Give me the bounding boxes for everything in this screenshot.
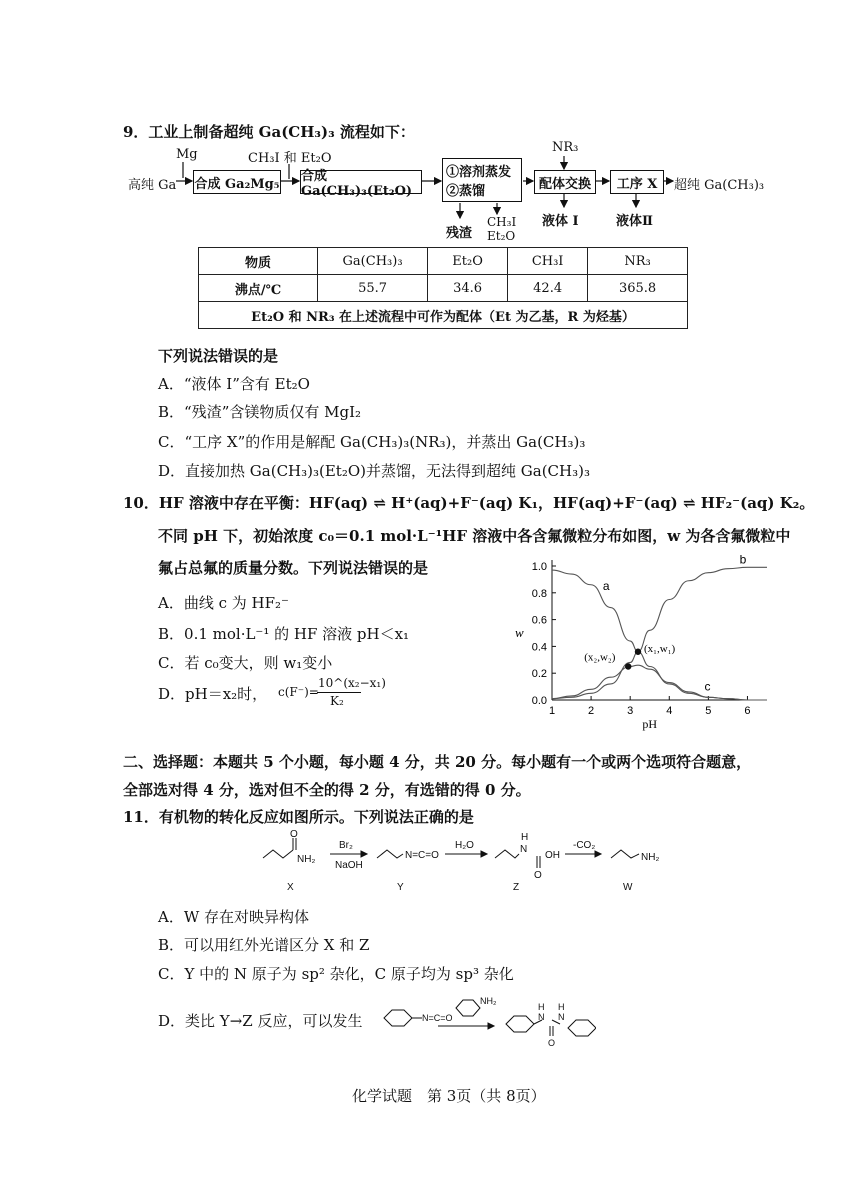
x-tick-label: 5: [705, 705, 712, 717]
table-header: NR₃: [588, 248, 688, 275]
flow-liquid2: 液体Ⅱ: [616, 214, 653, 229]
z-h: H: [521, 832, 529, 843]
flow-box-evap-line2: ②蒸馏: [446, 184, 486, 199]
flow-residue: 残渣: [446, 226, 473, 241]
flow-out-ch3i: CH₃I: [487, 215, 517, 229]
cyclohexyl-ring-1: [384, 1010, 412, 1026]
y-tick-label: 0.8: [531, 587, 547, 600]
option-d-o: O: [548, 1038, 556, 1048]
cyclohexyl-ring-4: [568, 1020, 596, 1036]
series-label-a: a: [602, 579, 610, 594]
flow-arrows: [0, 0, 860, 260]
q10-option-a: A．曲线 c 为 HF₂⁻: [158, 594, 289, 612]
z-n: N: [520, 844, 528, 855]
x-nh2: NH₂: [297, 854, 316, 865]
reagent-naoh: NaOH: [335, 860, 363, 871]
q9-option-a: A．“液体 I”含有 Et₂O: [158, 375, 310, 393]
z-chain: [495, 850, 519, 858]
q10-d-numerator: 10^(x₂−x₁): [318, 676, 386, 690]
series-line-a: [552, 570, 767, 700]
q10-line3: 氟占总氟的质量分数。下列说法错误的是: [158, 559, 429, 577]
q11-stem: 11．有机物的转化反应如图所示。下列说法正确的是: [123, 808, 474, 826]
table-header: CH₃I: [508, 248, 588, 275]
q10-option-d-prefix: D．pH＝x₂时，: [158, 685, 268, 703]
x-tick-label: 4: [666, 705, 673, 717]
label-z: Z: [513, 882, 520, 893]
section2-line2: 全部选对得 4 分，选对但不全的得 2 分，有选错的得 0 分。: [123, 781, 531, 799]
y-axis-label: w: [515, 625, 524, 640]
option-d-n1: N: [538, 1012, 545, 1022]
cyclohexyl-ring-2: [456, 1000, 480, 1016]
flow-box-synth: 合成 Ga(CH₃)₃(Et₂O): [300, 170, 422, 194]
table-cell: 沸点/℃: [199, 275, 318, 302]
section2-line1: 二、选择题：本题共 5 个小题，每小题 4 分，共 20 分。每小题有一个或两个选项符合题意，: [123, 753, 752, 771]
q9-option-d: D．直接加热 Ga(CH₃)₃(Et₂O)并蒸馏，无法得到超纯 Ga(CH₃)₃: [158, 462, 590, 480]
y-tick-label: 0.6: [531, 614, 547, 627]
y-chain: [377, 850, 403, 858]
q10-option-b: B．0.1 mol·L⁻¹ 的 HF 溶液 pH＜x₁: [158, 625, 410, 643]
label-x: X: [287, 882, 294, 893]
reagent-co2: -CO₂: [573, 840, 596, 851]
y-tick-label: 0.0: [531, 695, 547, 707]
flow-box-process-x: 工序 X: [610, 170, 664, 194]
flow-mg: Mg: [176, 147, 198, 162]
y-tick-label: 0.2: [531, 668, 547, 681]
table-cell: 34.6: [428, 275, 508, 302]
page-footer: 化学试题 第 3页（共 8页）: [352, 1087, 546, 1105]
q10-d-fraction-bar: [317, 692, 361, 693]
table-cell: 55.7: [318, 275, 428, 302]
w-nh2: NH₂: [641, 852, 660, 863]
table-header: 物质: [199, 248, 318, 275]
q11-option-d: D．类比 Y→Z 反应，可以发生: [158, 1012, 363, 1030]
series-line-b: [552, 567, 767, 698]
reagent-br2: Br₂: [339, 840, 353, 851]
marked-point: [625, 663, 631, 669]
x-tick-label: 1: [548, 705, 556, 717]
q9-boiling-table: [198, 247, 688, 329]
table-header-row: [199, 248, 688, 275]
q10-d-lhs: c(F⁻)=: [278, 685, 319, 699]
series-label-b: b: [739, 552, 747, 567]
flow-out-et2o: Et₂O: [487, 229, 516, 243]
table-note: Et₂O 和 NR₃ 在上述流程中可作为配体（Et 为乙基，R 为烃基）: [199, 302, 688, 329]
x-axis-label: pH: [642, 717, 658, 731]
w-chain: [611, 850, 639, 858]
z-o: O: [534, 870, 542, 881]
option-d-nh2: NH₂: [480, 996, 497, 1006]
marked-point: [635, 649, 641, 655]
table-cell: 365.8: [588, 275, 688, 302]
q10-line1: 10．HF 溶液中存在平衡：HF(aq) ⇌ H⁺(aq)+F⁻(aq) K₁，HF(aq)+F⁻(aq) ⇌ HF₂⁻(aq) K₂。: [123, 494, 815, 512]
w-ph-chart: [505, 550, 785, 740]
x-chain: [263, 850, 293, 858]
reagent-h2o: H₂O: [455, 840, 474, 851]
flow-end: 超纯 Ga(CH₃)₃: [674, 178, 765, 193]
y-tick-label: 1.0: [531, 561, 547, 573]
cyclohexyl-ring-3: [506, 1016, 534, 1032]
y-nco: N=C=O: [405, 850, 439, 861]
flow-box-ga2mg5: 合成 Ga₂Mg₅: [193, 170, 281, 194]
q11-option-c: C．Y 中的 N 原子为 sp² 杂化，C 原子均为 sp³ 杂化: [158, 965, 514, 983]
option-d-h1: H: [538, 1002, 545, 1012]
point-label: (x₂,w₂): [584, 651, 616, 664]
point-label: (x₁,w₁): [644, 642, 676, 655]
label-w: W: [623, 882, 633, 893]
q10-option-d: [158, 683, 267, 704]
q11-option-d-scheme: [376, 990, 596, 1052]
x-tick-label: 3: [627, 705, 634, 717]
y-tick-label: 0.4: [531, 641, 547, 654]
flow-liquid1: 液体 I: [542, 214, 579, 229]
table-header: Ga(CH₃)₃: [318, 248, 428, 275]
z-oh: OH: [545, 850, 560, 861]
q9-stem: 9．工业上制备超纯 Ga(CH₃)₃ 流程如下：: [123, 123, 415, 141]
option-d-h2: H: [558, 1002, 565, 1012]
q9-prompt: 下列说法错误的是: [158, 347, 279, 365]
label-y: Y: [397, 882, 404, 893]
q10-line2: 不同 pH 下，初始浓度 c₀＝0.1 mol·L⁻¹HF 溶液中各含氟微粒分布如图，w 为各含氟微粒中: [158, 527, 791, 545]
q9-option-c: C．“工序 X”的作用是解配 Ga(CH₃)₃(NR₃)，并蒸出 Ga(CH₃)₃: [158, 433, 586, 451]
option-d-nco: N=C=O: [422, 1013, 453, 1023]
table-note-row: [199, 302, 688, 329]
q9-option-b: B．“残渣”含镁物质仅有 MgI₂: [158, 403, 362, 421]
flow-box-exchange: 配体交换: [534, 170, 596, 194]
x-tick-label: 6: [744, 705, 751, 717]
table-row: [199, 275, 688, 302]
q11-option-b: B．可以用红外光谱区分 X 和 Z: [158, 936, 370, 954]
q11-reaction-scheme: [255, 828, 685, 894]
table-cell: 42.4: [508, 275, 588, 302]
series-label-c: c: [704, 679, 711, 694]
flow-start: 高纯 Ga: [128, 178, 177, 193]
flow-box-evap-line1: ①溶剂蒸发: [446, 165, 512, 180]
x-o: O: [290, 829, 298, 840]
table-header: Et₂O: [428, 248, 508, 275]
q11-option-a: A．W 存在对映异构体: [158, 908, 310, 926]
flow-ch3i-et2o: CH₃I 和 Et₂O: [248, 151, 332, 166]
q10-d-denominator: K₂: [330, 694, 344, 708]
x-tick-label: 2: [588, 705, 595, 717]
option-d-n2: N: [558, 1012, 565, 1022]
flow-nr3: NR₃: [552, 140, 579, 155]
q10-option-c: C．若 c₀变大，则 w₁变小: [158, 654, 333, 672]
